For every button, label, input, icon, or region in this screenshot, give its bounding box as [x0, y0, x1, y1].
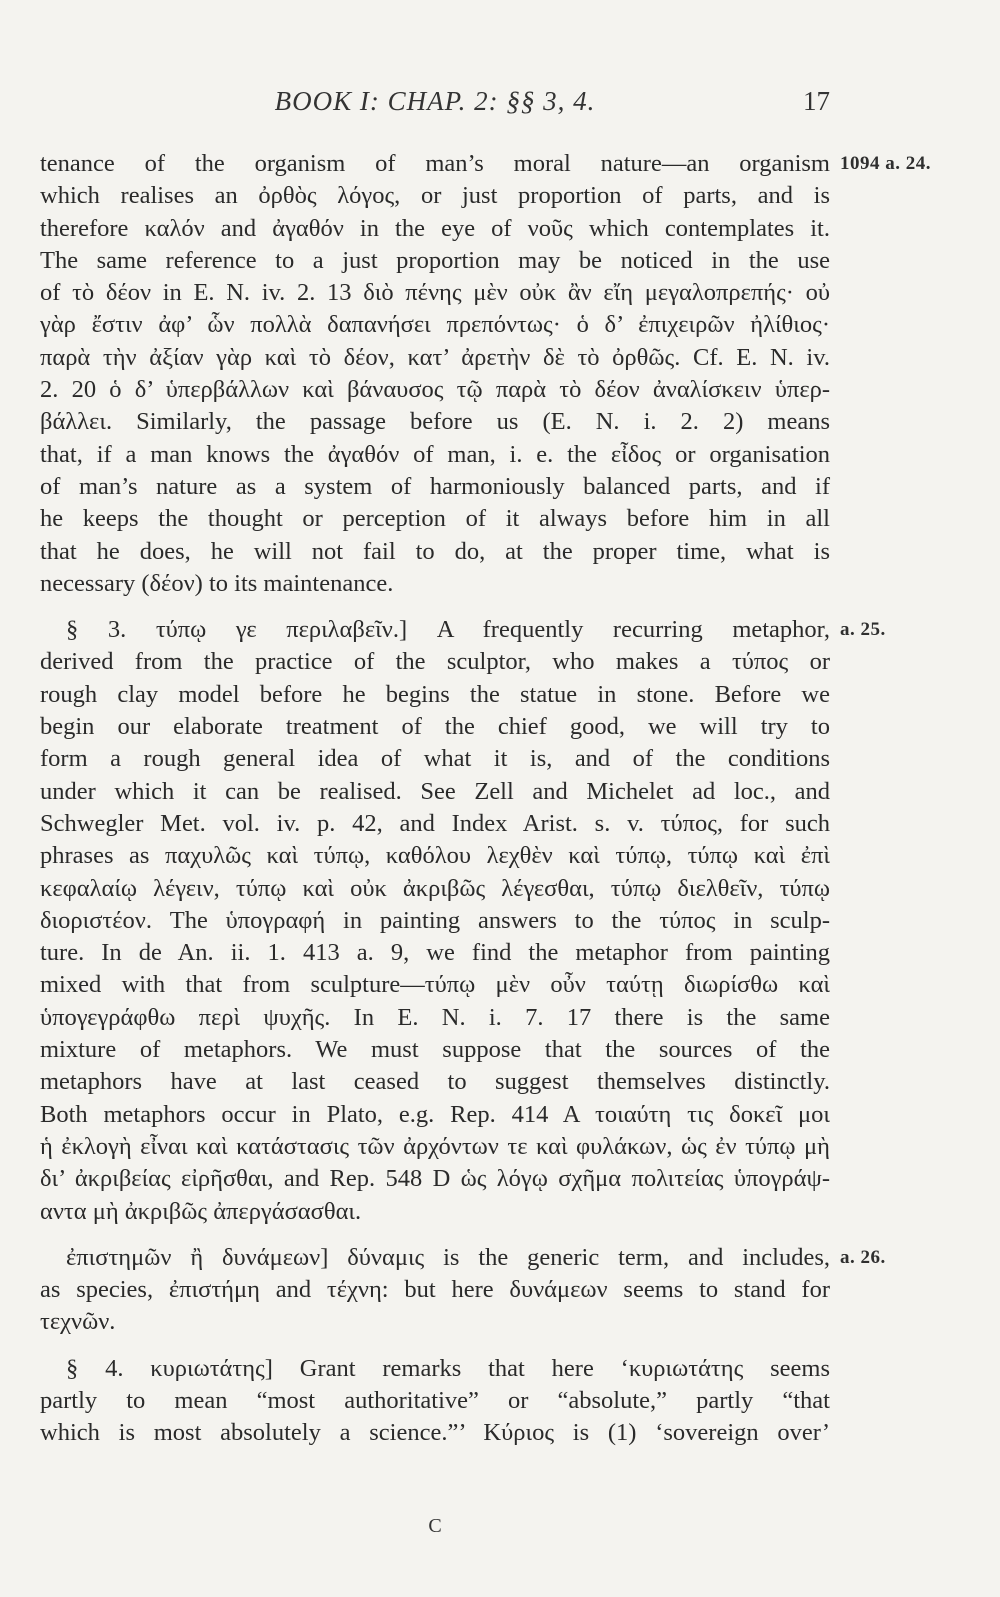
text-line: [40, 1242, 886, 1274]
signature-mark: C: [428, 1515, 442, 1537]
text-line: [40, 1385, 830, 1417]
text-line: [40, 1417, 830, 1449]
text-line: [40, 1353, 830, 1385]
text-line-content: of man’s nature as a system of harmoniously balanced parts, and if: [40, 472, 830, 500]
text-line-content: which realises an ὀρθὸς λόγος, or just proportion of parts, and is: [40, 182, 830, 210]
text-line: [40, 1099, 830, 1131]
page-number: 17: [803, 86, 830, 116]
text-line: [40, 374, 830, 406]
text-line: [40, 1002, 830, 1034]
text-line-content: of τὸ δέον in E. N. iv. 2. 13 διὸ πένης μὲν οὐκ ἂν εἴη μεγαλοπρεπής· οὐ: [40, 279, 830, 307]
text-line: [40, 969, 830, 1001]
text-line: [40, 873, 830, 905]
text-line: [40, 937, 830, 969]
text-line: [40, 568, 830, 600]
margin-reference: 1094 a. 24.: [840, 153, 931, 174]
text-line: [40, 536, 830, 568]
text-line: [40, 1306, 830, 1338]
text-line-content: he keeps the thought or perception of it always before him in all: [40, 505, 830, 533]
text-line-content: διοριστέον. The ὑπογραφή in painting answers to the τύπος in sculp-: [40, 906, 830, 934]
text-line-content: tenance of the organism of man’s moral nature—an organism: [40, 150, 830, 177]
text-line-content: ture. In de An. ii. 1. 413 a. 9, we find the metaphor from painting: [40, 939, 830, 967]
text-line: [40, 471, 830, 503]
text-line-content: βάλλει. Similarly, the passage before us (E. N. i. 2. 2) means: [40, 408, 830, 436]
text-line-content: § 4. κυριωτάτης] Grant remarks that here ‘κυριωτάτης seems: [66, 1354, 830, 1382]
text-line-content: mixture of metaphors. We must suppose that the sources of the: [40, 1036, 830, 1064]
text-line-content: 2. 20 ὁ δ’ ὑπερβάλλων καὶ βάναυσος τῷ παρὰ τὸ δέον ἀναλίσκειν ὑπερ-: [40, 376, 830, 404]
text-line-content: Schwegler Met. vol. iv. p. 42, and Index Arist. s. v. τύπος, for such: [40, 809, 830, 837]
text-line-content: partly to mean “most authoritative” or “absolute,” partly “that: [40, 1386, 830, 1414]
text-line-content: derived from the practice of the sculptor, who makes a τύπος or: [40, 648, 830, 676]
text-line: [40, 646, 830, 678]
text-line-content: αντα μὴ ἀκριβῶς ἀπεργάσασθαι.: [40, 1197, 362, 1225]
text-line: [40, 679, 830, 711]
text-line: [40, 1034, 830, 1066]
text-line-content: § 3. τύπῳ γε περιλαβεῖν.] A frequently recurring metaphor,: [66, 616, 830, 644]
text-line: [40, 808, 830, 840]
text-line-content: that, if a man knows the ἀγαθόν of man, i. e. the εἶδος or organisation: [40, 440, 830, 468]
text-line-content: under which it can be realised. See Zell and Michelet ad loc., and: [40, 777, 830, 805]
text-line-content: mixed with that from sculpture—τύπῳ μὲν οὖν ταύτῃ διωρίσθω καὶ: [40, 971, 830, 999]
text-line: [40, 711, 830, 743]
margin-reference: a. 25.: [840, 619, 886, 641]
text-line-content: which is most absolutely a science.”’ Κύριος is (1) ‘sovereign over’: [40, 1419, 830, 1447]
text-line: [40, 213, 830, 245]
text-line: [40, 614, 886, 646]
text-line-content: necessary (δέον) to its maintenance.: [40, 569, 394, 597]
text-line-content: Both metaphors occur in Plato, e.g. Rep. 414 A τοιαύτη τις δοκεῖ μοι: [40, 1100, 830, 1128]
text-line: [40, 776, 830, 808]
text-line: [40, 1066, 830, 1098]
text-line: [40, 905, 830, 937]
text-line-content: ὑπογεγράφθω περὶ ψυχῆς. In E. N. i. 7. 17 there is the same: [40, 1003, 830, 1031]
text-line: [40, 180, 830, 212]
page-header: [40, 86, 830, 126]
text-line: [40, 1163, 830, 1195]
text-line-content: begin our elaborate treatment of the chief good, we will try to: [40, 713, 830, 741]
text-line: [40, 1131, 830, 1163]
text-line-content: παρὰ τὴν ἀξίαν γὰρ καὶ τὸ δέον, κατ’ ἀρετὴν δὲ τὸ ὀρθῶς. Cf. E. N. iv.: [40, 343, 830, 371]
text-line: [40, 277, 830, 309]
text-line: [40, 245, 830, 277]
text-line-content: therefore καλόν and ἀγαθόν in the eye of νοῦς which contemplates it.: [40, 214, 830, 242]
text-line-content: ἐπιστημῶν ἢ δυνάμεων] δύναμις is the generic term, and includes,: [66, 1243, 830, 1271]
text-line-content: metaphors have at last ceased to suggest themselves distinctly.: [40, 1068, 830, 1096]
text-line: [40, 743, 830, 775]
paragraph-gap: [40, 600, 830, 614]
paragraph-gap: [40, 1228, 830, 1242]
text-line: [40, 309, 830, 341]
text-line-content: τεχνῶν.: [40, 1308, 116, 1336]
margin-reference: a. 26.: [840, 1246, 886, 1268]
text-line-content: ἡ ἐκλογὴ εἶναι καὶ κατάστασις τῶν ἀρχόντων τε καὶ φυλάκων, ὡς ἐν τύπῳ μὴ: [40, 1132, 830, 1160]
text-line-content: γὰρ ἔστιν ἀφ’ ὧν πολλὰ δαπανήσει πρεπόντως· ὁ δ’ ἐπιχειρῶν ἠλίθιος·: [40, 311, 830, 339]
text-line: [40, 342, 830, 374]
text-line: [40, 840, 830, 872]
paragraph-gap: [40, 1339, 830, 1353]
text-line: [40, 1196, 830, 1228]
text-line: [40, 503, 830, 535]
running-head: BOOK I: CHAP. 2: §§ 3, 4.: [274, 86, 596, 116]
text-line: [40, 439, 830, 471]
text-line-content: The same reference to a just proportion may be noticed in the use: [40, 246, 830, 274]
text-line-content: phrases as παχυλῶς καὶ τύπῳ, καθόλου λεχθὲν καὶ τύπῳ, τύπῳ καὶ ἐπὶ: [40, 842, 830, 870]
text-line: [40, 148, 931, 180]
text-line-content: rough clay model before he begins the statue in stone. Before we: [40, 680, 830, 708]
text-line: [40, 1274, 830, 1306]
body-text: [40, 148, 931, 1450]
text-line-content: κεφαλαίῳ λέγειν, τύπῳ καὶ οὐκ ἀκριβῶς λέγεσθαι, τύπῳ διελθεῖν, τύπῳ: [40, 874, 830, 902]
text-line-content: form a rough general idea of what it is, and of the conditions: [40, 745, 830, 773]
text-line: [40, 406, 830, 438]
text-line-content: that he does, he will not fail to do, at the proper time, what is: [40, 537, 830, 565]
text-line-content: δι’ ἀκριβείας εἰρῆσθαι, and Rep. 548 D ὡς λόγῳ σχῆμα πολιτείας ὑπογράψ-: [40, 1165, 830, 1193]
text-line-content: as species, ἐπιστήμη and τέχνη: but here δυνάμεων seems to stand for: [40, 1276, 830, 1304]
